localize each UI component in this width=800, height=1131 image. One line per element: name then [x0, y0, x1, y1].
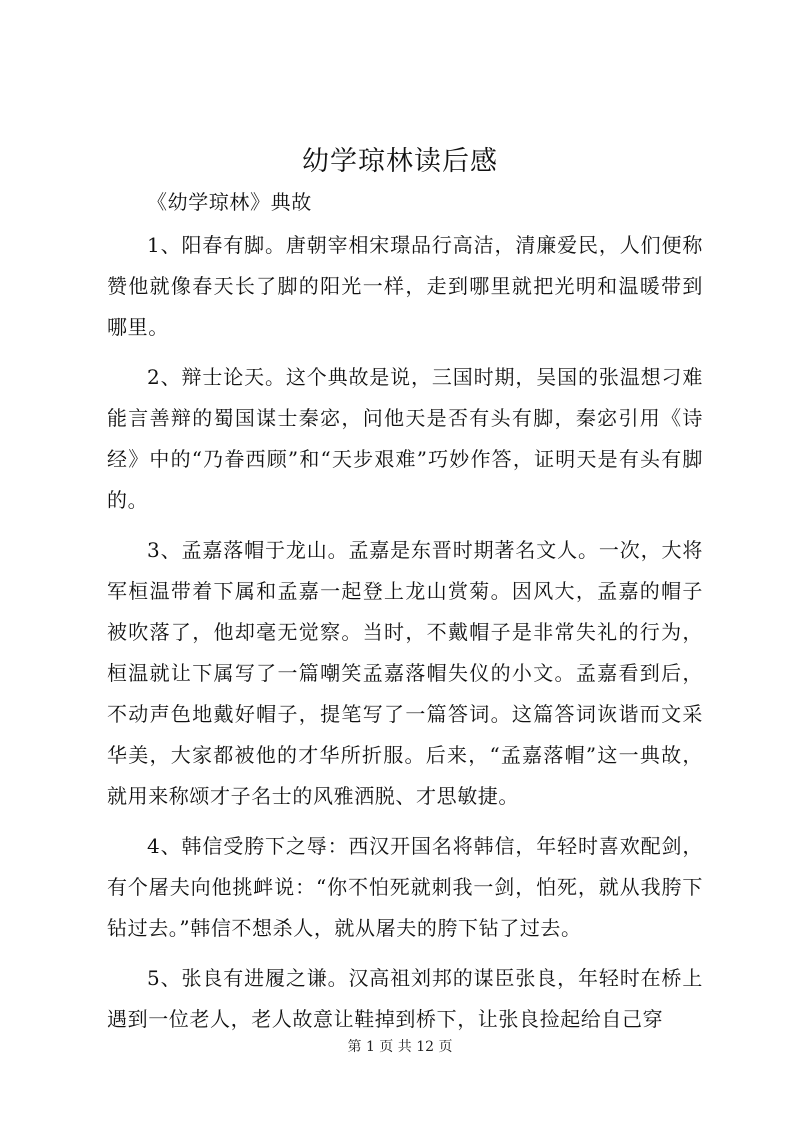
paragraph-3: 3、孟嘉落帽于龙山。孟嘉是东晋时期著名文人。一次，大将军桓温带着下属和孟嘉一起登上龙山赏菊。因风大，孟嘉的帽子被吹落了，他却毫无觉察。当时，不戴帽子是非常失礼的行为，桓温就让下属写了一篇嘲笑孟嘉落帽失仪的小文。孟嘉看到后，不动声色地戴好帽子，提笔写了一篇答词。这篇答词诙谐而文采华美，大家都被他的才华所折服。后来，“孟嘉落帽”这一典故，就用来称颂才子名士的风雅洒脱、才思敏捷。 [107, 538, 703, 808]
document-body [107, 182, 703, 1049]
paragraph-1: 1、阳春有脚。唐朝宰相宋璟品行高洁，清廉爱民，人们便称赞他就像春天长了脚的阳光一样，走到哪里就把光明和温暖带到哪里。 [107, 233, 703, 339]
page-number-footer: 第 1 页 共 12 页 [347, 1039, 453, 1055]
paragraph-4: 4、韩信受胯下之辱：西汉开国名将韩信，年轻时喜欢配剑，有个屠夫向他挑衅说：“你不怕死就刺我一剑，怕死，就从我胯下钻过去。”韩信不想杀人，就从屠夫的胯下钻了过去。 [107, 834, 703, 940]
page-title: 幼学琼林读后感 [302, 146, 498, 177]
paragraph-5: 5、张良有进履之谦。汉高祖刘邦的谋臣张良，年轻时在桥上遇到一位老人，老人故意让鞋掉到桥下，让张良捡起给自己穿 [107, 966, 703, 1031]
paragraph-2: 2、辩士论天。这个典故是说，三国时期，吴国的张温想刁难能言善辩的蜀国谋士秦宓，问他天是否有头有脚，秦宓引用《诗经》中的“乃眷西顾”和“天步艰难”巧妙作答，证明天是有头有脚的。 [107, 365, 703, 512]
subtitle: 《幼学琼林》典故 [147, 190, 312, 214]
